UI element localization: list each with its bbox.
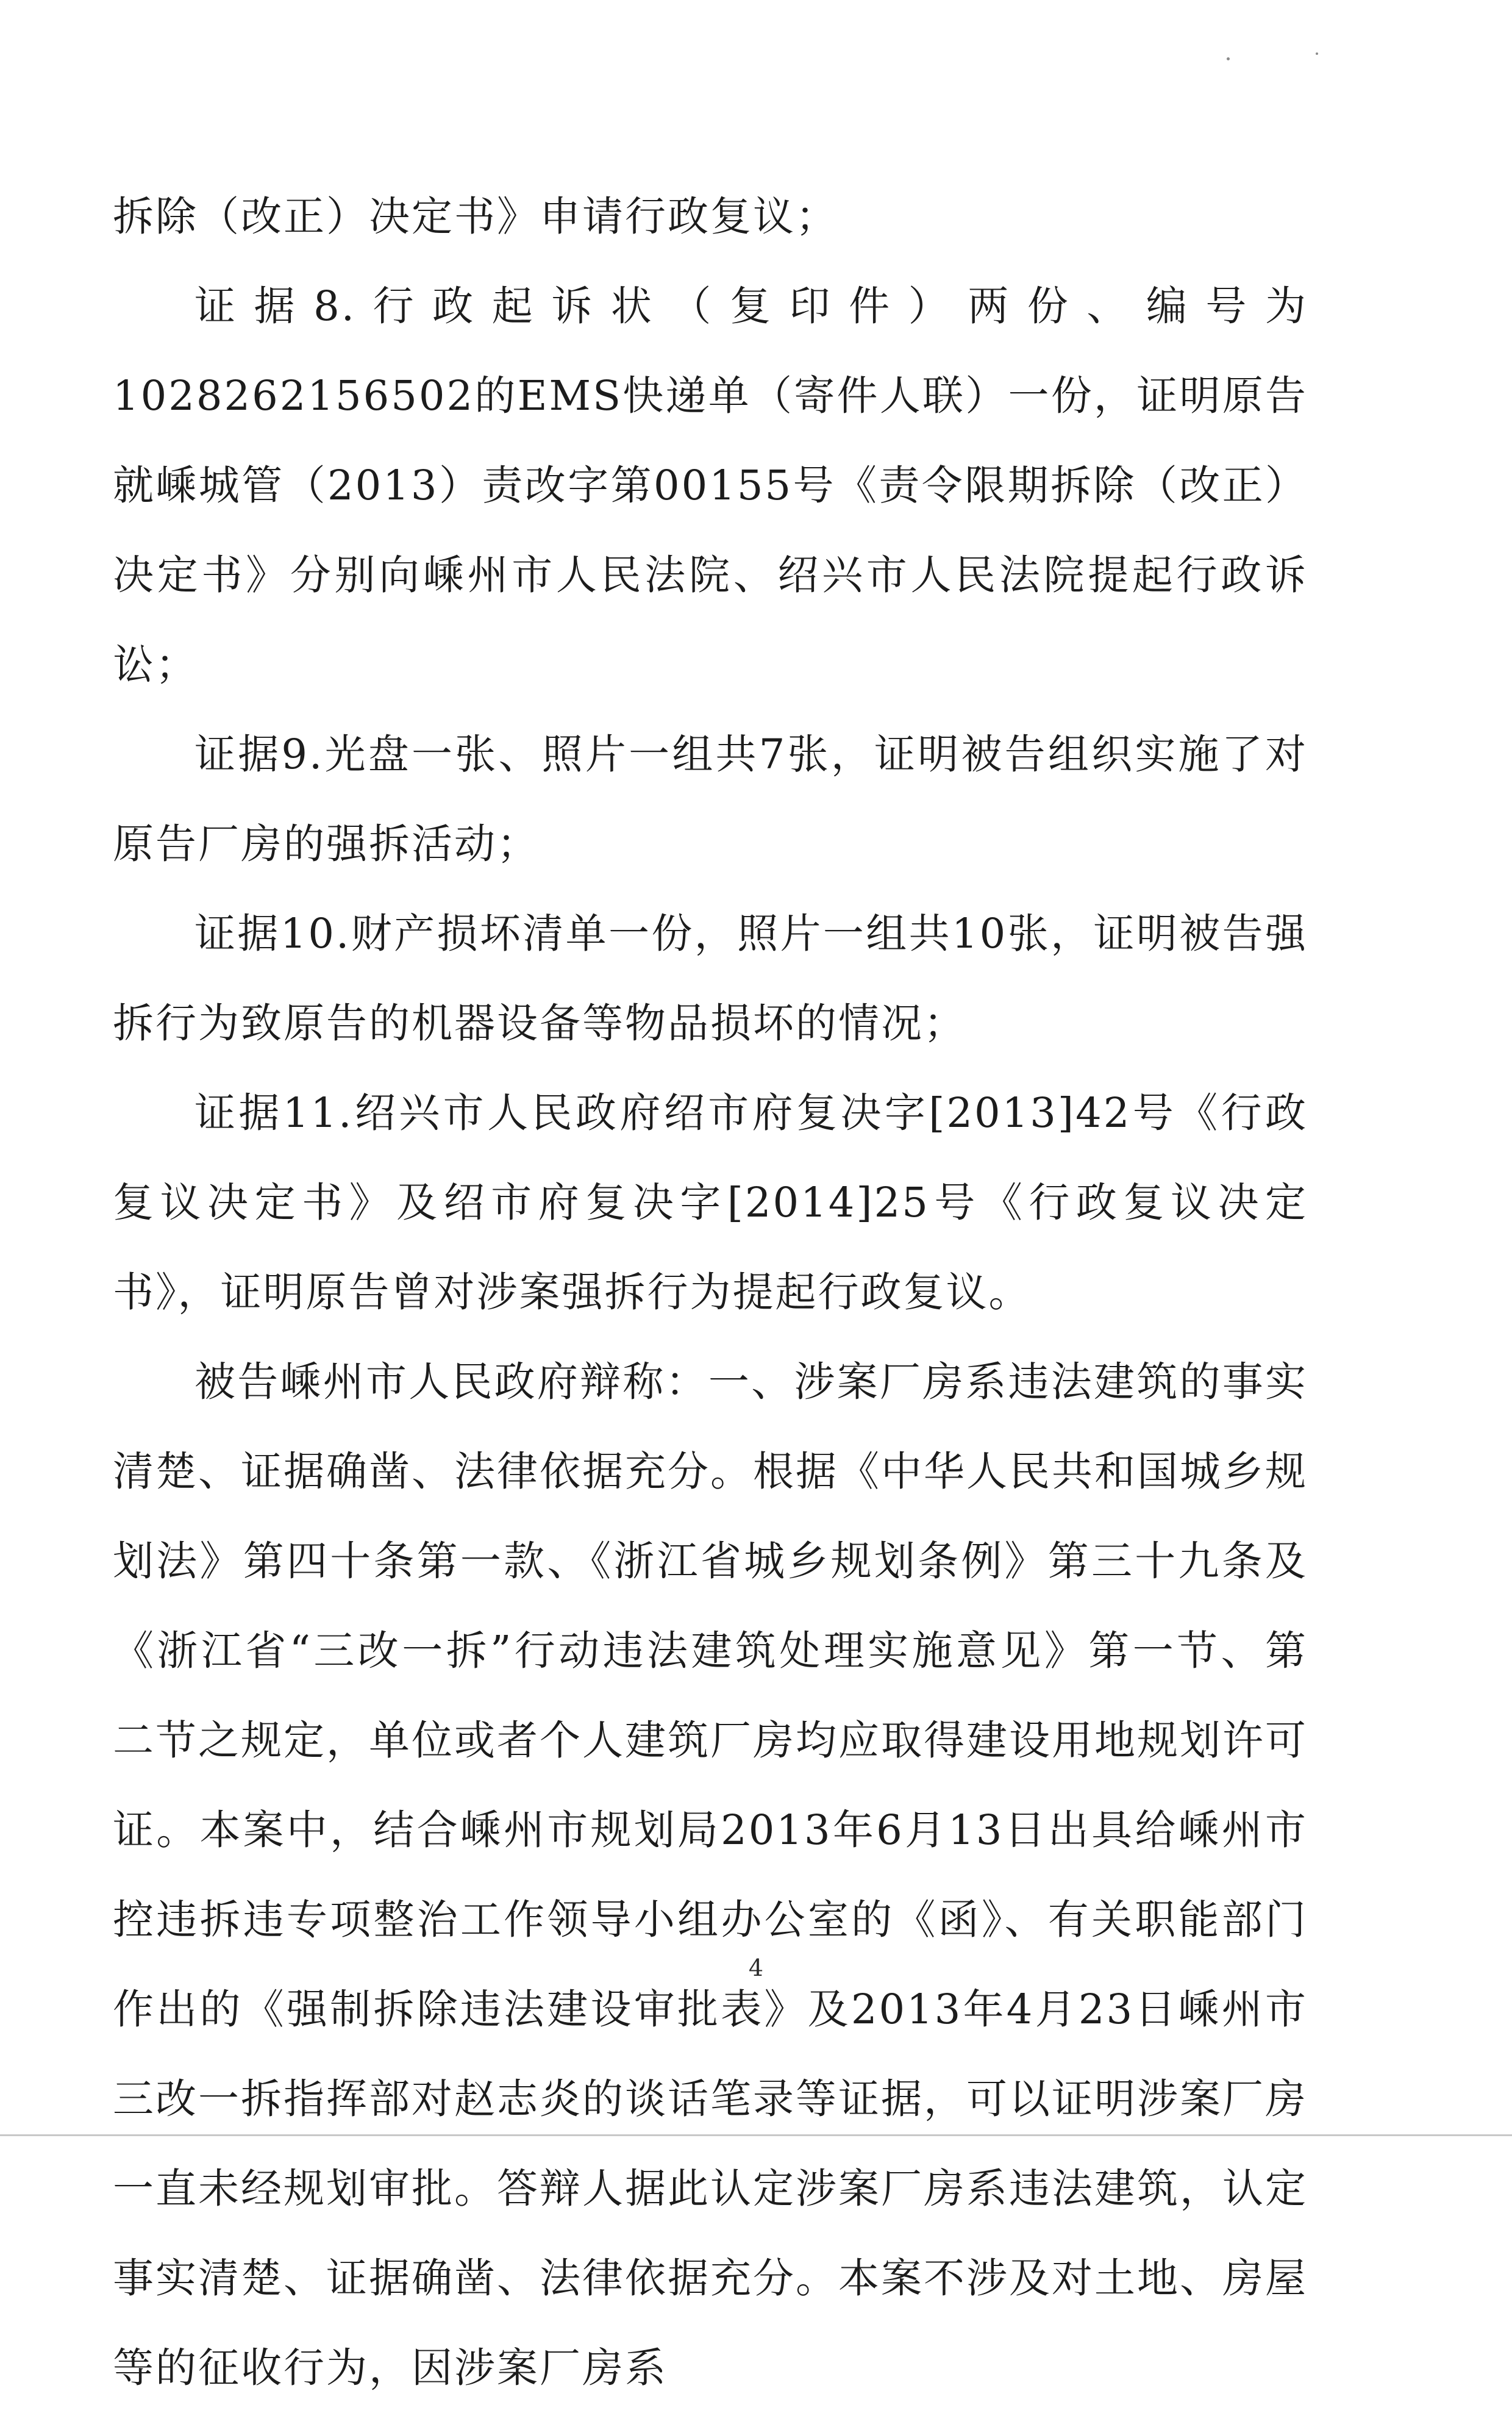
scan-edge-line	[0, 2134, 1512, 2136]
scan-speck	[1227, 57, 1230, 60]
page-number: 4	[748, 1954, 764, 1981]
document-body	[113, 172, 1308, 2413]
scan-speck	[1316, 52, 1318, 55]
paragraph: 证据11.绍兴市人民政府绍市府复决字[2013]42号《行政复议决定书》及绍市府复决字[2014]25号《行政复议决定书》，证明原告曾对涉案强拆行为提起行政复议。	[113, 1089, 1308, 1316]
paragraph: 证据10.财产损坏清单一份，照片一组共10张，证明被告强拆行为致原告的机器设备等物品损坏的情况；	[113, 910, 1308, 1047]
paragraph: 被告嵊州市人民政府辩称：一、涉案厂房系违法建筑的事实清楚、证据确凿、法律依据充分。根据《中华人民共和国城乡规划法》第四十条第一款、《浙江省城乡规划条例》第三十九条及《浙江省“三改一拆”行动违法建筑处理实施意见》第一节、第二节之规定，单位或者个人建筑厂房均应取得建设用地规划许可证。本案中，结合嵊州市规划局2013年6月13日出具给嵊州市控违拆违专项整治工作领导小组办公室的《函》、有关职能部门作出的《强制拆除违法建设审批表》及2013年4月23日嵊州市三改一拆指挥部对赵志炎的谈话笔录等证据，可以证明涉案厂房一直未经规划审批。答辩人据此认定涉案厂房系违法建筑，认定事实清楚、证据确凿、法律依据充分。本案不涉及对土地、房屋等的征收行为，因涉案厂房系	[113, 1358, 1308, 2392]
paragraph: 拆除（改正）决定书》申请行政复议；	[113, 193, 838, 240]
paragraph: 证据9.光盘一张、照片一组共7张，证明被告组织实施了对原告厂房的强拆活动；	[113, 731, 1308, 868]
paragraph: 证据8.行政起诉状（复印件）两份、编号为1028262156502的EMS快递单（寄件人联）一份，证明原告就嵊城管（2013）责改字第00155号《责令限期拆除（改正）决定书》分别向嵊州市人民法院、绍兴市人民法院提起行政诉讼；	[113, 282, 1308, 688]
